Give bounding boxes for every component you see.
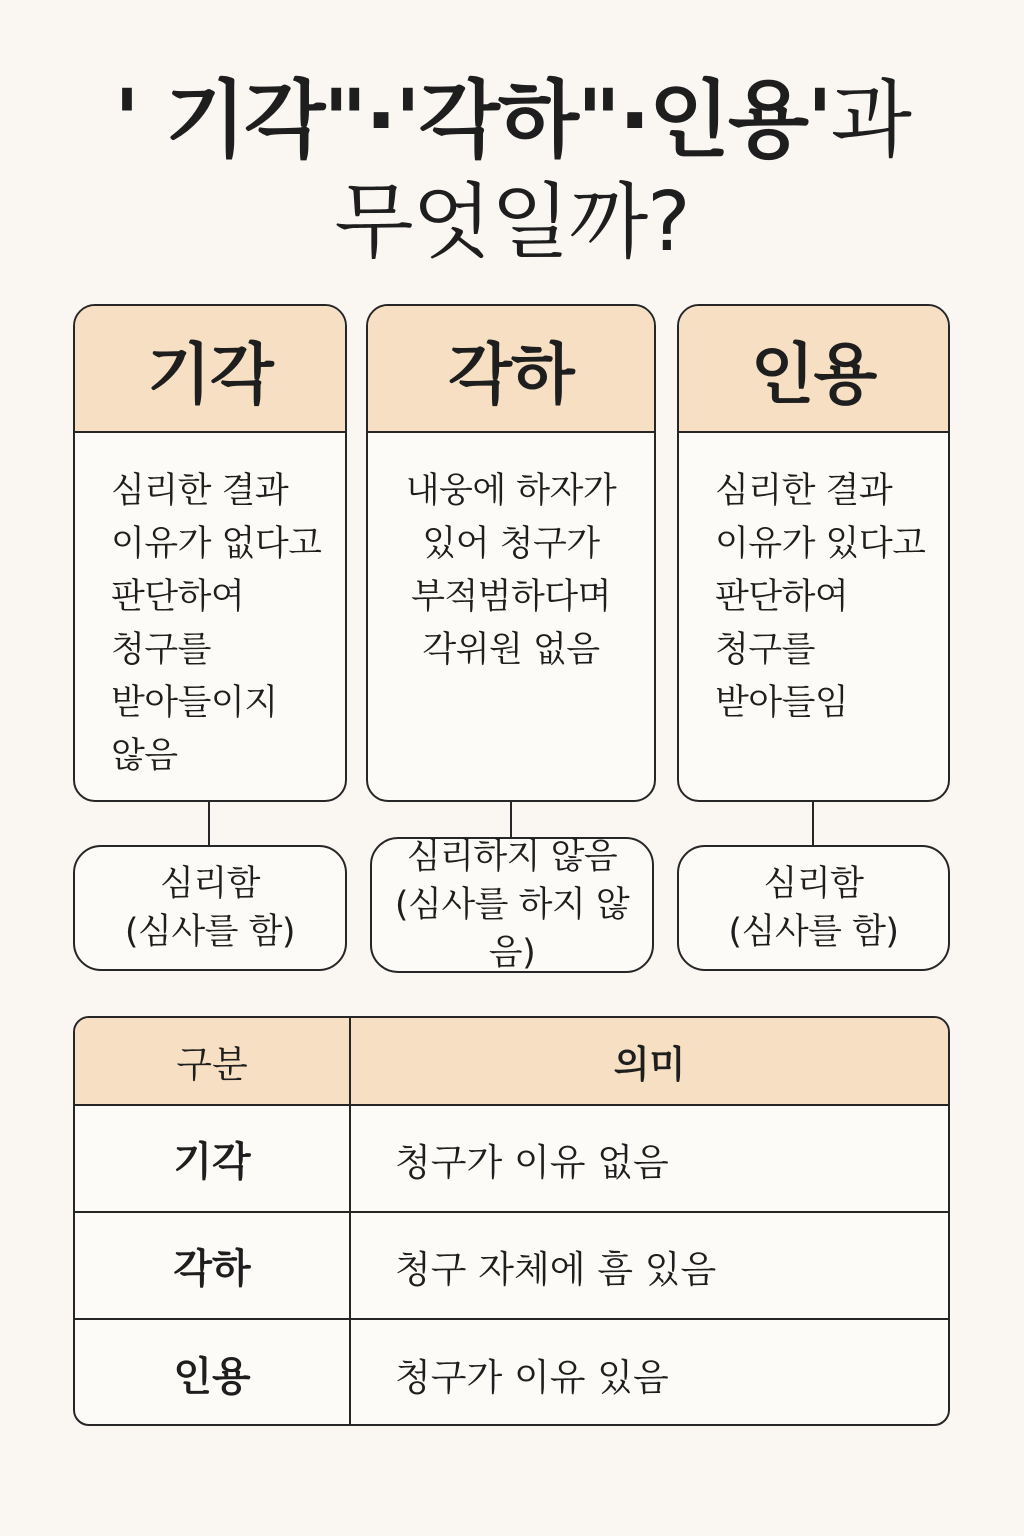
result-inyong: 심리함 (심사를 함) [677,845,950,971]
table-header-meaning: 의미 [613,1043,686,1086]
table-row [75,1320,948,1426]
card-gigak [73,304,347,802]
table-header-category: 구분 [75,1018,351,1104]
card-inyong-body: 심리한 결과 이유가 있다고 판단하여 청구를 받아들임 [715,471,926,723]
title-line-1 [0,71,1024,169]
card-gakha [366,304,656,802]
table-row-term: 기각 [75,1106,351,1211]
table-row-meaning: 청구가 이유 없음 [395,1140,669,1184]
table-row-term: 각하 [75,1213,351,1318]
connector-gigak [208,802,210,846]
card-gigak-header: 기각 [75,306,345,433]
title-term-gigak: 기각 [165,71,324,169]
card-gakha-header: 각하 [368,306,654,433]
title-quote-2: "·' [323,71,419,169]
title-term-inyong: 인용 [648,71,808,169]
title-term-gakha: 각하 [418,71,578,169]
table-row-meaning: 청구가 이유 있음 [395,1355,669,1399]
table-header-row [75,1018,948,1106]
result-gigak: 심리함 (심사를 함) [73,845,347,971]
card-inyong-header: 인용 [679,306,948,433]
card-gakha-body: 내웅에 하자가 있어 청구가 부적범하다며 각위원 없음 [405,471,617,670]
result-gakha: 심리하지 않음 (심사를 하지 않음) [370,837,654,973]
table-row [75,1213,948,1320]
connector-inyong [812,802,814,846]
table-row-meaning: 청구 자체에 흠 있음 [395,1247,717,1291]
title-line-2: 무엇일까? [334,175,690,270]
card-inyong [677,304,950,802]
summary-table [73,1016,950,1426]
title-tail: 과 [830,71,910,169]
title-quote-3: "· [577,71,649,169]
title-quote-1: ' [114,71,166,169]
title-quote-4: ' [807,71,831,169]
table-row [75,1106,948,1213]
card-gigak-body: 심리한 결과 이유가 없다고 판단하여 청구를 받아들이지 않음 [111,471,322,776]
table-row-term: 인용 [75,1320,351,1426]
